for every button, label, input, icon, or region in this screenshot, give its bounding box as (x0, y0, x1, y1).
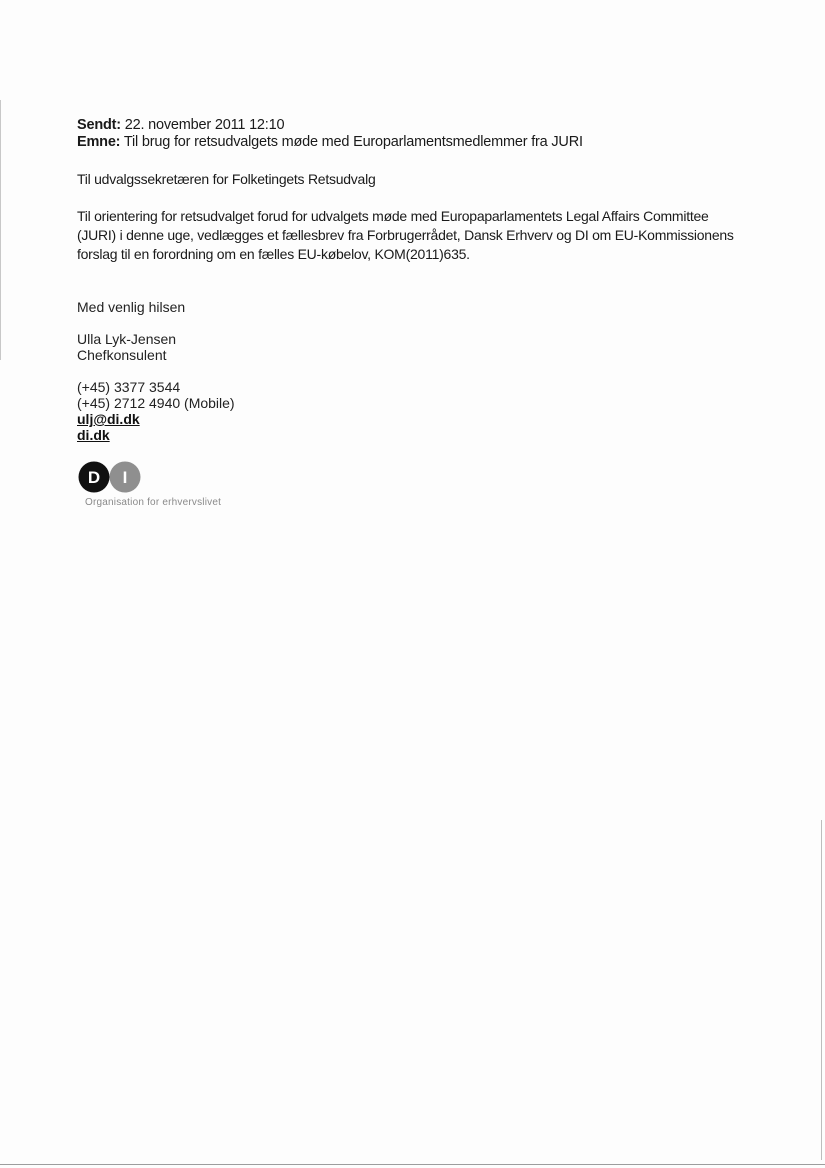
di-logo-i-letter: I (122, 468, 128, 487)
phone-number: (+45) 3377 3544 (77, 379, 181, 395)
subject-value: Til brug for retsudvalgets møde med Europarlamentsmedlemmer fra JURI (123, 134, 583, 150)
logo-caption: Organisation for erhvervslivet (85, 497, 222, 508)
scan-edge-right (821, 820, 822, 1160)
subject-row (77, 134, 583, 151)
di-logo (78, 461, 144, 493)
sent-label: Sendt: (77, 117, 121, 133)
di-logo-d-letter: D (87, 468, 101, 487)
greeting-line: Til udvalgssekretæren for Folketingets Retsudvalg (77, 171, 376, 187)
sent-value: 22. november 2011 12:10 (124, 117, 285, 133)
email-link[interactable]: ulj@di.dk (77, 411, 140, 427)
signature-name-block (77, 331, 176, 363)
signature-contact-block (77, 379, 235, 443)
closing-line: Med venlig hilsen (77, 299, 186, 315)
main-paragraph (77, 207, 777, 264)
paragraph-line: forslag til en forordning om en fælles EU-købelov, KOM(2011)635. (77, 246, 470, 262)
sent-row (77, 117, 583, 134)
signature-name: Ulla Lyk-Jensen (77, 331, 177, 347)
subject-label: Emne: (77, 134, 121, 150)
email-header (77, 117, 583, 151)
scan-edge-bottom (0, 1164, 825, 1165)
mobile-number: (+45) 2712 4940 (Mobile) (77, 395, 235, 411)
scan-edge-left (0, 100, 1, 360)
website-link[interactable]: di.dk (77, 427, 110, 443)
paragraph-line: Til orientering for retsudvalget forud for udvalgets møde med Europaparlamentets Legal Affairs Committee (77, 208, 709, 224)
signature-title: Chefkonsulent (77, 347, 167, 363)
paragraph-line: (JURI) i denne uge, vedlægges et fællesbrev fra Forbrugerrådet, Dansk Erhverv og DI om EU-Kommissionens (77, 227, 734, 243)
